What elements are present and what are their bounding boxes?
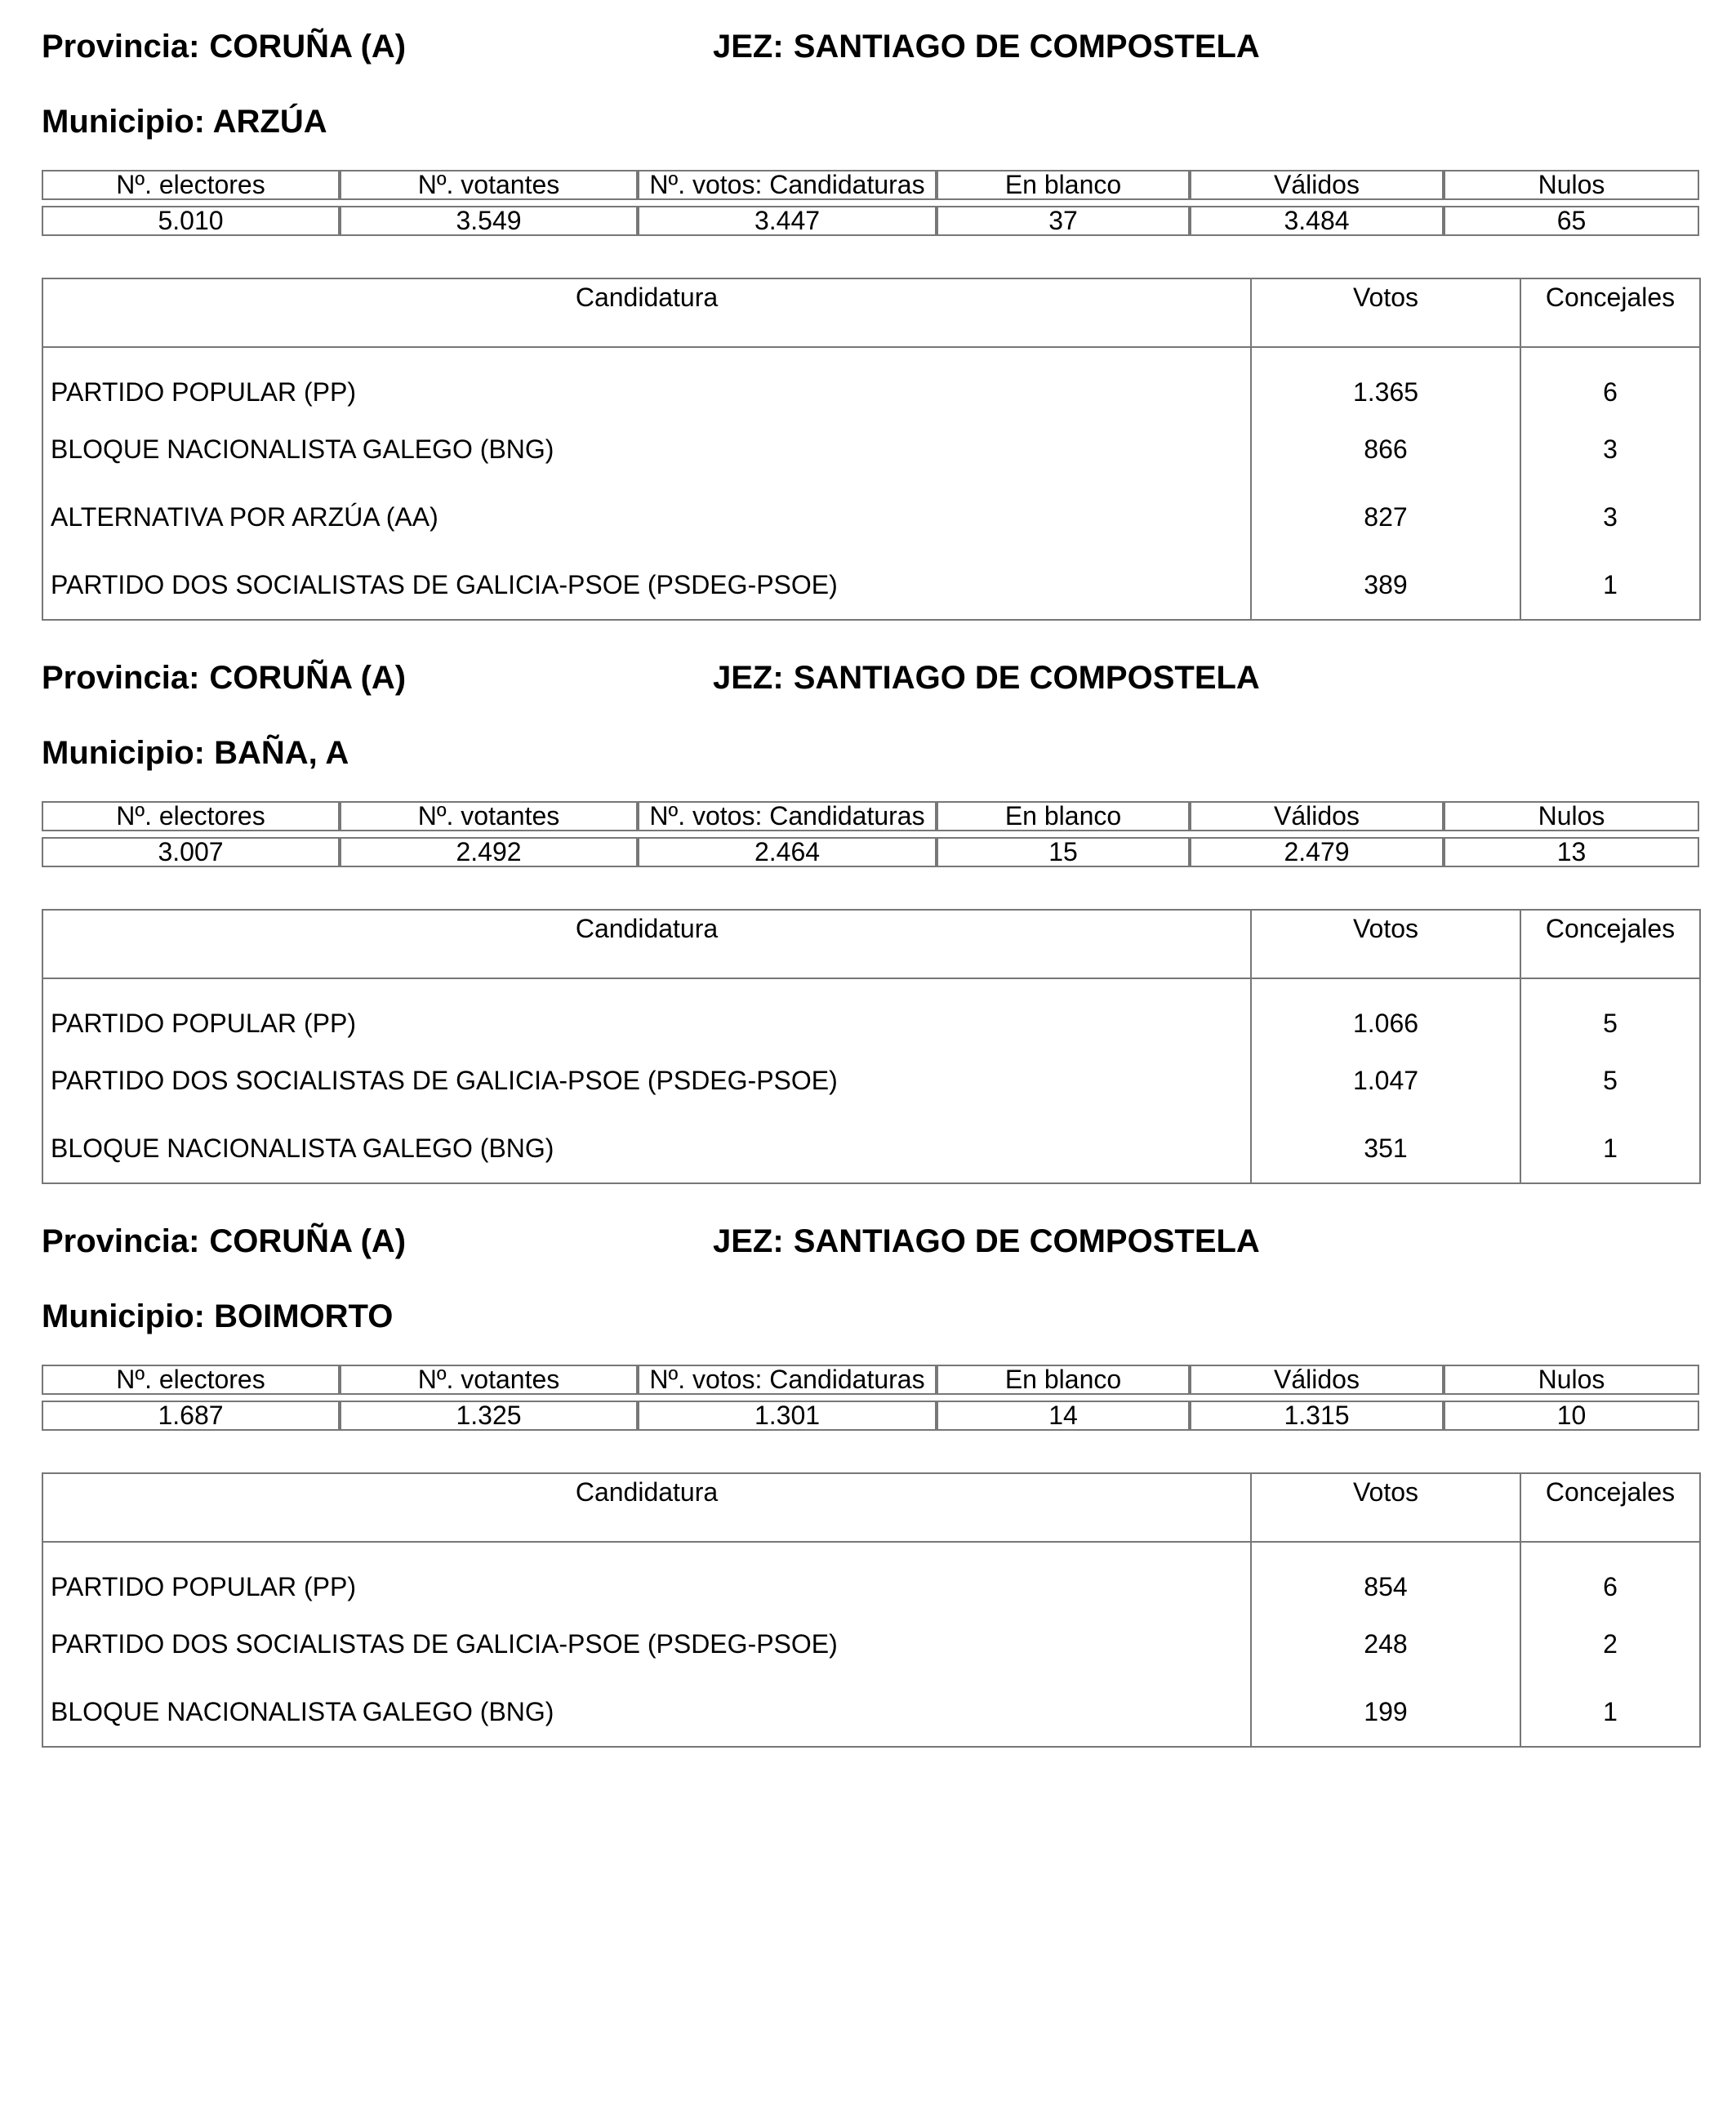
electores-value: 3.007 — [42, 837, 340, 867]
summary-header-cell: Nº. votos: Candidaturas — [638, 170, 937, 200]
table-row — [42, 347, 1700, 416]
jez-label: JEZ: — [713, 660, 784, 696]
candidatura-concejales: 5 — [1520, 978, 1700, 1047]
provincia-value: CORUÑA (A) — [209, 660, 407, 696]
votantes-value: 2.492 — [340, 837, 638, 867]
en-blanco-value: 37 — [937, 206, 1190, 236]
summary-header-cell: Nº. votos: Candidaturas — [638, 1365, 937, 1395]
candidatura-concejales: 6 — [1520, 347, 1700, 416]
table-row — [42, 1115, 1700, 1183]
municipio-label: Municipio: — [42, 104, 205, 140]
en-blanco-value: 14 — [937, 1401, 1190, 1431]
candidatura-concejales: 6 — [1520, 1542, 1700, 1610]
candidatura-name: BLOQUE NACIONALISTA GALEGO (BNG) — [42, 1115, 1251, 1183]
summary-header-row — [42, 801, 1699, 831]
candidatura-votos: 199 — [1251, 1678, 1520, 1747]
electores-value: 5.010 — [42, 206, 340, 236]
table-row — [42, 483, 1700, 551]
votantes-value: 3.549 — [340, 206, 638, 236]
summary-header-cell: En blanco — [937, 801, 1190, 831]
municipio-label: Municipio: — [42, 1298, 205, 1334]
candidatura-name: BLOQUE NACIONALISTA GALEGO (BNG) — [42, 416, 1251, 483]
candidatura-name: PARTIDO POPULAR (PP) — [42, 347, 1251, 416]
votos-candidaturas-value: 3.447 — [638, 206, 937, 236]
concejales-header: Concejales — [1520, 278, 1700, 347]
provincia-header — [42, 657, 406, 698]
provincia-label: Provincia: — [42, 29, 200, 65]
candidatura-votos: 1.365 — [1251, 347, 1520, 416]
summary-table — [42, 170, 1699, 236]
summary-gap — [42, 1395, 1699, 1401]
municipio-label: Municipio: — [42, 735, 205, 771]
candidatura-votos: 1.047 — [1251, 1047, 1520, 1115]
candidatura-votos: 351 — [1251, 1115, 1520, 1183]
jez-header — [713, 657, 1260, 698]
jez-header — [713, 26, 1260, 67]
nulos-value: 10 — [1444, 1401, 1699, 1431]
candidatura-name: PARTIDO DOS SOCIALISTAS DE GALICIA-PSOE (PSDEG-PSOE) — [42, 551, 1251, 620]
municipio-header — [42, 733, 349, 773]
municipio-section — [42, 26, 1699, 622]
municipio-header — [42, 101, 327, 142]
summary-header-cell: Nº. votos: Candidaturas — [638, 801, 937, 831]
summary-header-cell: Válidos — [1190, 1365, 1444, 1395]
table-row — [42, 1542, 1700, 1610]
summary-header-cell: Nº. votantes — [340, 1365, 638, 1395]
candidatura-name: PARTIDO POPULAR (PP) — [42, 1542, 1251, 1610]
summary-table — [42, 1365, 1699, 1431]
municipio-value: BAÑA, A — [214, 735, 349, 771]
summary-header-cell: Nº. votantes — [340, 801, 638, 831]
candidatura-header: Candidatura — [42, 1473, 1251, 1542]
summary-header-cell: Nulos — [1444, 170, 1699, 200]
table-row — [42, 1610, 1700, 1678]
provincia-label: Provincia: — [42, 1223, 200, 1259]
jez-value: SANTIAGO DE COMPOSTELA — [793, 660, 1260, 696]
summary-header-cell: En blanco — [937, 1365, 1190, 1395]
provincia-header — [42, 1221, 406, 1262]
candidatura-concejales: 1 — [1520, 1115, 1700, 1183]
municipio-section — [42, 657, 1699, 1180]
table-row — [42, 978, 1700, 1047]
provincia-value: CORUÑA (A) — [209, 29, 407, 65]
candidatura-votos: 248 — [1251, 1610, 1520, 1678]
summary-values-row — [42, 1401, 1699, 1431]
candidatura-concejales: 1 — [1520, 551, 1700, 620]
candidatura-concejales: 3 — [1520, 416, 1700, 483]
votos-header: Votos — [1251, 910, 1520, 978]
candidatura-name: PARTIDO DOS SOCIALISTAS DE GALICIA-PSOE (PSDEG-PSOE) — [42, 1047, 1251, 1115]
municipio-section — [42, 1221, 1699, 1744]
votos-header: Votos — [1251, 278, 1520, 347]
summary-header-cell: En blanco — [937, 170, 1190, 200]
provincia-header — [42, 26, 406, 67]
nulos-value: 65 — [1444, 206, 1699, 236]
summary-gap — [42, 200, 1699, 206]
candidatura-name: BLOQUE NACIONALISTA GALEGO (BNG) — [42, 1678, 1251, 1747]
votos-header: Votos — [1251, 1473, 1520, 1542]
candidatura-name: PARTIDO DOS SOCIALISTAS DE GALICIA-PSOE (PSDEG-PSOE) — [42, 1610, 1251, 1678]
jez-value: SANTIAGO DE COMPOSTELA — [793, 1223, 1260, 1259]
summary-gap — [42, 831, 1699, 837]
candidatura-votos: 827 — [1251, 483, 1520, 551]
summary-header-cell: Válidos — [1190, 801, 1444, 831]
electores-value: 1.687 — [42, 1401, 340, 1431]
summary-header-row — [42, 1365, 1699, 1395]
candidaturas-table — [42, 278, 1701, 621]
summary-header-cell: Nulos — [1444, 1365, 1699, 1395]
nulos-value: 13 — [1444, 837, 1699, 867]
concejales-header: Concejales — [1520, 910, 1700, 978]
candidatura-votos: 866 — [1251, 416, 1520, 483]
municipio-value: ARZÚA — [212, 104, 327, 140]
municipio-header — [42, 1296, 393, 1337]
municipio-value: BOIMORTO — [214, 1298, 394, 1334]
candidatura-votos: 389 — [1251, 551, 1520, 620]
candidatura-name: ALTERNATIVA POR ARZÚA (AA) — [42, 483, 1251, 551]
en-blanco-value: 15 — [937, 837, 1190, 867]
candidatura-concejales: 3 — [1520, 483, 1700, 551]
votos-candidaturas-value: 1.301 — [638, 1401, 937, 1431]
summary-header-cell: Nº. electores — [42, 801, 340, 831]
validos-value: 3.484 — [1190, 206, 1444, 236]
jez-value: SANTIAGO DE COMPOSTELA — [793, 29, 1260, 65]
validos-value: 1.315 — [1190, 1401, 1444, 1431]
summary-values-row — [42, 206, 1699, 236]
summary-values-row — [42, 837, 1699, 867]
candidatura-name: PARTIDO POPULAR (PP) — [42, 978, 1251, 1047]
candidatura-header: Candidatura — [42, 278, 1251, 347]
candidatura-concejales: 1 — [1520, 1678, 1700, 1747]
candidaturas-header-row — [42, 910, 1700, 978]
candidatura-concejales: 2 — [1520, 1610, 1700, 1678]
jez-header — [713, 1221, 1260, 1262]
candidaturas-table — [42, 909, 1701, 1184]
candidatura-concejales: 5 — [1520, 1047, 1700, 1115]
candidatura-votos: 1.066 — [1251, 978, 1520, 1047]
table-row — [42, 551, 1700, 620]
validos-value: 2.479 — [1190, 837, 1444, 867]
provincia-value: CORUÑA (A) — [209, 1223, 407, 1259]
candidaturas-table — [42, 1472, 1701, 1748]
table-row — [42, 416, 1700, 483]
candidaturas-header-row — [42, 278, 1700, 347]
votos-candidaturas-value: 2.464 — [638, 837, 937, 867]
jez-label: JEZ: — [713, 29, 784, 65]
table-row — [42, 1678, 1700, 1747]
summary-header-cell: Nº. electores — [42, 1365, 340, 1395]
votantes-value: 1.325 — [340, 1401, 638, 1431]
candidatura-votos: 854 — [1251, 1542, 1520, 1610]
candidaturas-header-row — [42, 1473, 1700, 1542]
jez-label: JEZ: — [713, 1223, 784, 1259]
concejales-header: Concejales — [1520, 1473, 1700, 1542]
provincia-label: Provincia: — [42, 660, 200, 696]
table-row — [42, 1047, 1700, 1115]
summary-header-cell: Nulos — [1444, 801, 1699, 831]
summary-header-cell: Nº. electores — [42, 170, 340, 200]
summary-table — [42, 801, 1699, 867]
summary-header-row — [42, 170, 1699, 200]
summary-header-cell: Nº. votantes — [340, 170, 638, 200]
candidatura-header: Candidatura — [42, 910, 1251, 978]
summary-header-cell: Válidos — [1190, 170, 1444, 200]
